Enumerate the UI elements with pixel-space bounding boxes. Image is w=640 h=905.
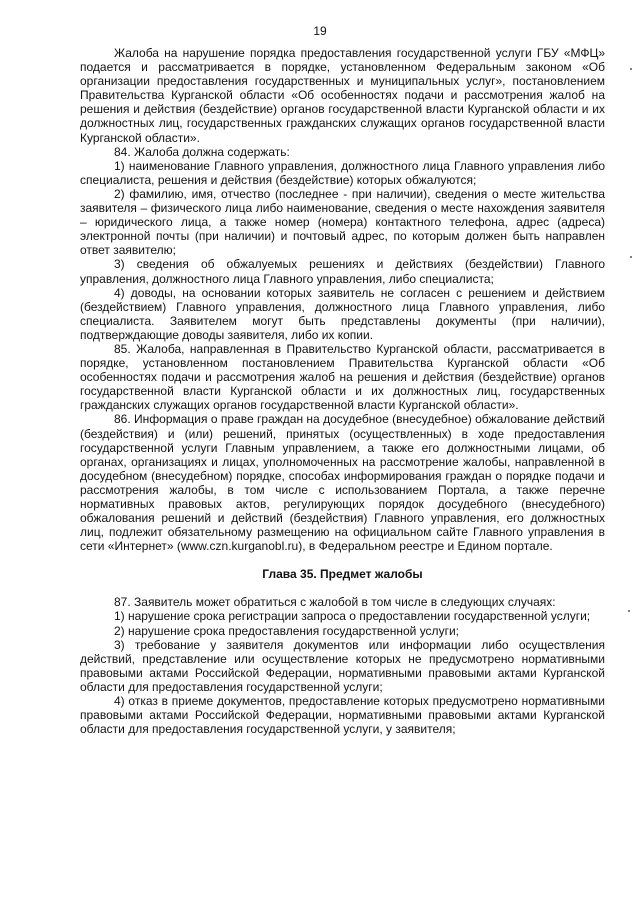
page-number: 19	[313, 24, 327, 38]
paragraph-84-item-2: 2) фамилию, имя, отчество (последнее - при наличии), сведения о месте жительства заявителя – физического лица либо наименование, сведения о месте нахождения заявителя – юридического лица, а также номер (номера) контактного телефона, адрес (адреса) электронной почты (при наличии) и почтовый адрес, по которым должен быть направлен ответ заявителю;	[80, 186, 605, 258]
scan-speck	[630, 256, 632, 258]
paragraph-87-item-4: 4) отказ в приеме документов, предоставление которых предусмотрено нормативными правовыми актами Российской Федерации, нормативными правовыми актами Курганской области для предоставления государственной услуги, у заявителя;	[80, 694, 605, 737]
paragraph-87-item-3: 3) требование у заявителя документов или информации либо осуществления действий, представление или осуществление которых не предусмотрено нормативными правовыми актами Российской Федерации, нормативными правовыми актами Курганской области для предоставления государственной услуги;	[80, 637, 605, 694]
scan-speck	[628, 610, 630, 612]
paragraph-complaint-mfc: Жалоба на нарушение порядка предоставления государственной услуги ГБУ «МФЦ» подается и рассматривается в порядке, установленном Федеральным законом «Об организации предоставления государственных и муниципальных услуг», постановлением Правительства Курганской области «Об особенностях подачи и рассмотрения жалоб на решения и действия (бездействие) органов государственной власти Курганской области и их должностных лиц, государственных гражданских служащих органов государственной власти Курганской области».	[80, 46, 605, 145]
paragraph-84-item-4: 4) доводы, на основании которых заявитель не согласен с решением и действием (бездействием) Главного управления, должностного лица Главного управления, либо специалиста. Заявителем могут быть представлены документы (при наличии), подтверждающие доводы заявителя, либо их копии.	[80, 285, 605, 342]
scan-speck	[630, 68, 632, 70]
paragraph-86: 86. Информация о праве граждан на досудебное (внесудебное) обжалование действий (бездействия) и (или) решений, принятых (осуществленных) в ходе предоставления государственной услуги Главным управлением, а также его должностными лицами, об органах, организациях и лицах, уполномоченных на рассмотрение жалобы, направленной в досудебном (внесудебном) порядке, способах информирования граждан о порядке подачи и рассмотрения жалобы, в том числе с использованием Портала, а также перечне нормативных правовых актов, регулирующих порядок досудебного (внесудебного) обжалования решений и действий (бездействия) Главного управления, его должностных лиц, подлежит обязательному размещению на официальном сайте Главного управления в сети «Интернет» (www.czn.kurganobl.ru), в Федеральном реестре и Едином портале.	[80, 412, 605, 554]
paragraph-84-item-3: 3) сведения об обжалуемых решениях и действиях (бездействии) Главного управления, должностного лица Главного управления, либо специалиста;	[80, 257, 605, 286]
paragraph-84-item-1: 1) наименование Главного управления, должностного лица Главного управления либо специалиста, решения и действия (бездействие) которых обжалуются;	[80, 158, 605, 187]
paragraph-87-item-2: 2) нарушение срока предоставления государственной услуги;	[114, 623, 459, 638]
paragraph-87: 87. Заявитель может обратиться с жалобой в том числе в следующих случаях:	[114, 595, 556, 610]
paragraph-85: 85. Жалоба, направленная в Правительство Курганской области, рассматривается в порядке, установленном постановлением Правительства Курганской области «Об особенностях подачи и рассмотрения жалоб на решения и действия (бездействие) органов государственной власти Курганской области и их должностных лиц, государственных гражданских служащих органов государственной власти Курганской области».	[80, 341, 605, 413]
paragraph-87-item-1: 1) нарушение срока регистрации запроса о предоставлении государственной услуги;	[114, 609, 591, 624]
chapter-heading: Глава 35. Предмет жалобы	[262, 567, 423, 582]
paragraph-84: 84. Жалоба должна содержать:	[114, 144, 290, 159]
document-body	[80, 46, 605, 736]
